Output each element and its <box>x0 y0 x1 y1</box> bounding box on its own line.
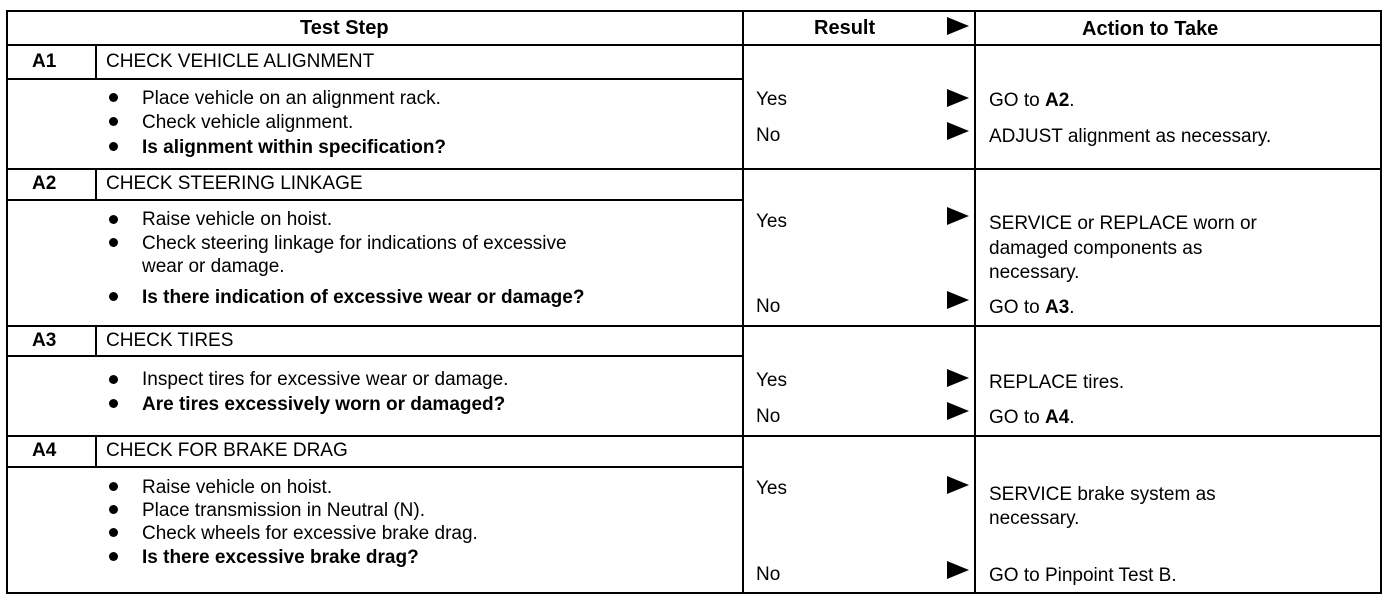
step-title: CHECK STEERING LINKAGE <box>106 173 363 194</box>
column-divider-result <box>742 10 744 594</box>
bullet-icon <box>109 399 118 408</box>
step-bullet: Check steering linkage for indications of excessive <box>142 233 567 254</box>
bullet-icon <box>109 93 118 102</box>
arrow-icon <box>947 89 969 107</box>
arrow-icon <box>947 402 969 420</box>
result-yes: Yes <box>756 370 787 391</box>
step-title: CHECK FOR BRAKE DRAG <box>106 440 348 461</box>
bullet-icon <box>109 505 118 514</box>
step-question: Is there indication of excessive wear or damage? <box>142 287 585 308</box>
step-bullet: Place vehicle on an alignment rack. <box>142 88 441 109</box>
bullet-icon <box>109 215 118 224</box>
step-id: A1 <box>32 51 57 72</box>
result-no: No <box>756 125 781 146</box>
action-text: REPLACE tires. <box>989 372 1125 393</box>
action-text: GO to Pinpoint Test B. <box>989 565 1177 586</box>
step-bullet: Raise vehicle on hoist. <box>142 477 333 498</box>
action-text: GO to A4. <box>989 407 1075 428</box>
bullet-icon <box>109 528 118 537</box>
step-id: A2 <box>32 173 57 194</box>
step-divider-a3 <box>6 325 1382 327</box>
step-bullet: Inspect tires for excessive wear or damage. <box>142 369 509 390</box>
header-arrow-icon <box>947 17 969 35</box>
id-divider-a4 <box>95 436 97 467</box>
header-divider <box>6 44 1382 46</box>
step-question: Are tires excessively worn or damaged? <box>142 394 506 415</box>
header-result: Result <box>814 17 876 39</box>
bullet-icon <box>109 117 118 126</box>
bullet-icon <box>109 142 118 151</box>
action-text: damaged components as <box>989 238 1203 259</box>
step-bullet-continued: wear or damage. <box>142 256 285 277</box>
step-title: CHECK VEHICLE ALIGNMENT <box>106 51 375 72</box>
title-divider-a1 <box>6 78 744 80</box>
step-title: CHECK TIRES <box>106 330 234 351</box>
step-bullet: Check wheels for excessive brake drag. <box>142 523 478 544</box>
result-no: No <box>756 296 781 317</box>
arrow-icon <box>947 561 969 579</box>
result-no: No <box>756 406 781 427</box>
action-text: ADJUST alignment as necessary. <box>989 126 1272 147</box>
bullet-icon <box>109 375 118 384</box>
bullet-icon <box>109 292 118 301</box>
id-divider-a1 <box>95 45 97 79</box>
arrow-icon <box>947 476 969 494</box>
action-text: necessary. <box>989 262 1080 283</box>
header-action: Action to Take <box>1082 18 1219 40</box>
step-bullet: Check vehicle alignment. <box>142 112 354 133</box>
result-yes: Yes <box>756 211 787 232</box>
action-text: GO to A2. <box>989 90 1075 111</box>
bullet-icon <box>109 238 118 247</box>
bullet-icon <box>109 552 118 561</box>
title-divider-a3 <box>6 355 744 357</box>
step-bullet: Place transmission in Neutral (N). <box>142 500 425 521</box>
step-divider-a2 <box>6 168 1382 170</box>
step-question: Is there excessive brake drag? <box>142 547 419 568</box>
title-divider-a2 <box>6 199 744 201</box>
action-text: necessary. <box>989 508 1080 529</box>
arrow-icon <box>947 207 969 225</box>
result-yes: Yes <box>756 89 787 110</box>
header-test-step: Test Step <box>300 17 389 39</box>
title-divider-a4 <box>6 466 744 468</box>
step-id: A3 <box>32 330 57 351</box>
step-divider-a4 <box>6 435 1382 437</box>
id-divider-a2 <box>95 169 97 200</box>
action-text: SERVICE brake system as <box>989 484 1216 505</box>
step-id: A4 <box>32 440 57 461</box>
action-text: SERVICE or REPLACE worn or <box>989 213 1257 234</box>
arrow-icon <box>947 369 969 387</box>
arrow-icon <box>947 122 969 140</box>
action-text: GO to A3. <box>989 297 1075 318</box>
arrow-icon <box>947 291 969 309</box>
step-question: Is alignment within specification? <box>142 137 447 158</box>
column-divider-action <box>974 10 976 594</box>
id-divider-a3 <box>95 326 97 356</box>
result-yes: Yes <box>756 478 787 499</box>
bullet-icon <box>109 482 118 491</box>
result-no: No <box>756 564 781 585</box>
step-bullet: Raise vehicle on hoist. <box>142 209 333 230</box>
